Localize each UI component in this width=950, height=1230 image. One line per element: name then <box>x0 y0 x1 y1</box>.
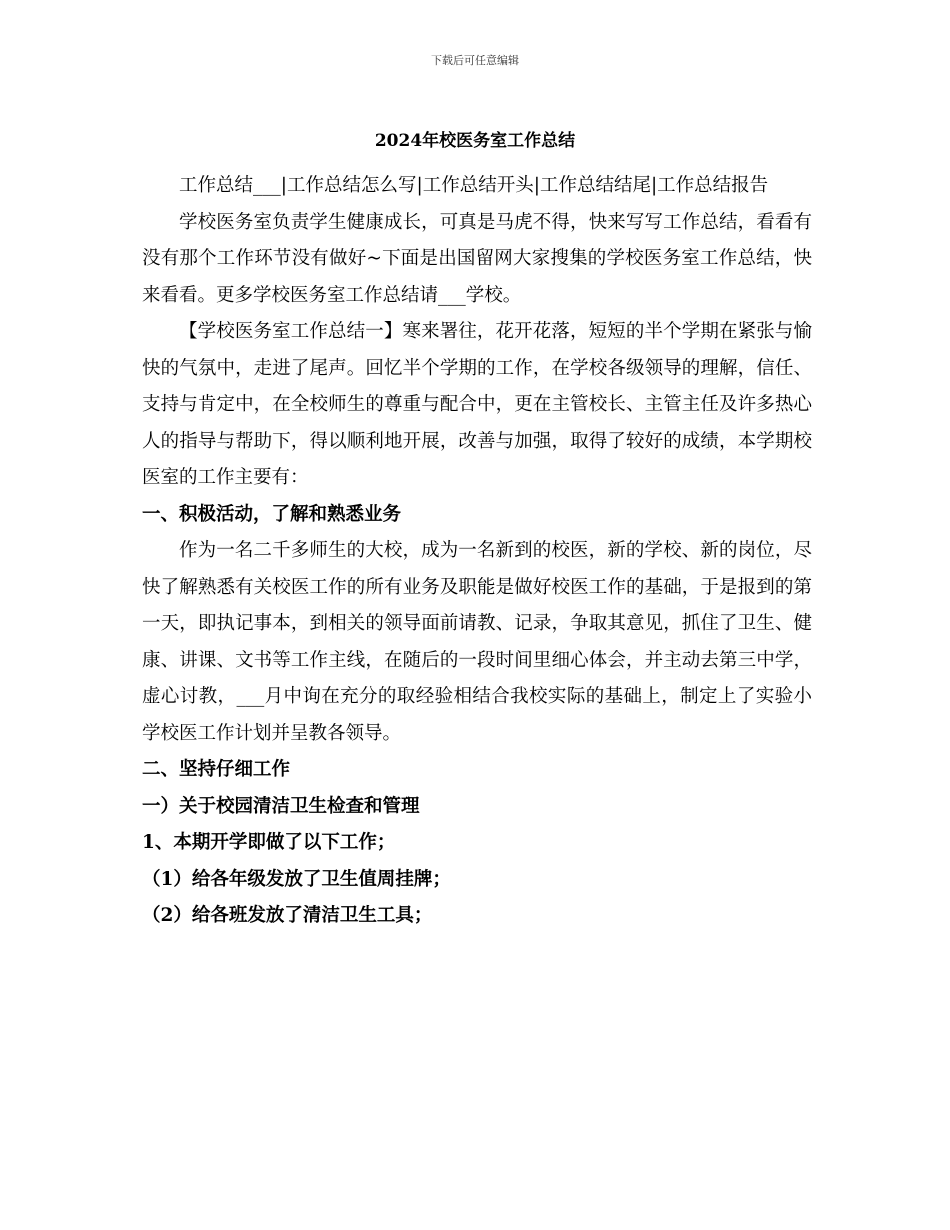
subsection-heading: 一）关于校园清洁卫生检查和管理 <box>142 795 420 817</box>
section-1-paragraph: 作为一名二千多师生的大校，成为一名新到的校医，新的学校、新的岗位，尽快了解熟悉有关校医工作的所有业务及职能是做好校医工作的基础，于是报到的第一天，即执记事本，到相关的领导面前请教、记录，争取其意见，抓住了卫生、健康、讲课、文书等工作主线，在随后的一段时间里细心体会，并主动去第三中学，虚心讨教，___月中询在充分的取经验相结合我校实际的基础上，制定上了实验小学校医工作计划并呈教各领导。 <box>142 540 812 744</box>
section-heading-2: 二、坚持仔细工作 <box>142 759 291 780</box>
document-body <box>142 168 812 935</box>
list-item-2: （2）给各班发放了清洁卫生工具； <box>142 905 433 926</box>
intro-paragraph: 学校医务室负责学生健康成长，可真是马虎不得，快来写写工作总结，看看有没有那个工作环节没有做好~下面是出国留网大家搜集的学校医务室工作总结，快来看看。更多学校医务室工作总结请___学校。 <box>142 211 812 306</box>
list-heading: 1、本期开学即做了以下工作； <box>142 832 396 853</box>
section-heading-1: 一、积极活动，了解和熟悉业务 <box>142 503 402 525</box>
list-item-1: （1）给各年级发放了卫生值周挂牌； <box>142 868 451 890</box>
keywords-paragraph: 工作总结___|工作总结怎么写|工作总结开头|工作总结结尾|工作总结报告 <box>179 175 769 196</box>
page-header: 下载后可任意编辑 <box>431 54 519 67</box>
document-title: 2024年校医务室工作总结 <box>374 131 576 151</box>
summary-one-paragraph: 【学校医务室工作总结一】寒来署往，花开花落，短短的半个学期在紧张与愉快的气氛中，走进了尾声。回忆半个学期的工作，在学校各级领导的理解，信任、支持与肯定中，在全校师生的尊重与配合中，更在主管校长、主管主任及许多热心人的指导与帮助下，得以顺利地开展，改善与加强，取得了较好的成绩，本学期校医室的工作主要有： <box>142 321 812 488</box>
